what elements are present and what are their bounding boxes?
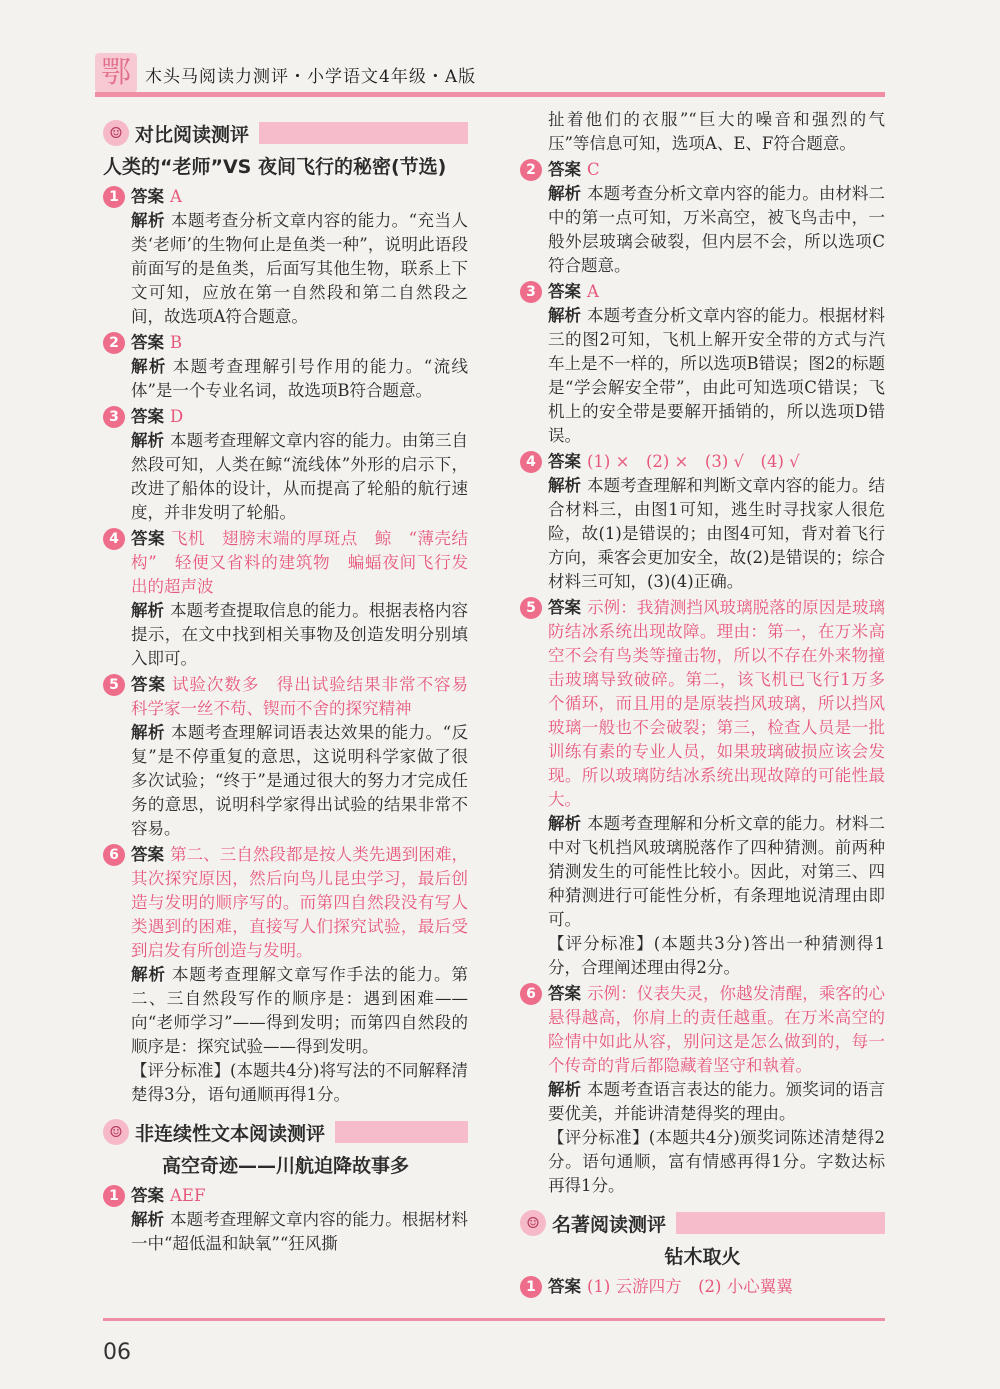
analysis-text: 本题考查理解文章内容的能力。根据材料一中“超低温和缺氧”“狂风撕 — [131, 1210, 469, 1253]
analysis-label: 解析 — [131, 1210, 165, 1229]
answer-text: B — [170, 333, 183, 352]
question-number: 2 — [520, 159, 542, 181]
question — [520, 158, 885, 278]
header-divider — [95, 92, 885, 97]
question — [103, 527, 468, 671]
answer-text: (1) × (2) × (3) √ (4) √ — [587, 452, 800, 471]
question — [520, 596, 885, 980]
analysis-label: 解析 — [548, 306, 582, 325]
standard-text: (本题共4分)将写法的不同解释清楚得3分，语句通顺再得1分。 — [131, 1061, 469, 1104]
answer-label: 答案 — [131, 1186, 164, 1205]
analysis-text: 本题考查理解词语表达效果的能力。“反复”是不停重复的意思，这说明科学家做了很多次试验；“终于”是通过很大的努力才完成任务的意思，说明科学家得出试验的结果非常不容易。 — [131, 723, 469, 838]
analysis-label: 解析 — [131, 357, 167, 376]
question — [520, 450, 885, 594]
reader-icon: ☺ — [520, 1210, 546, 1236]
question — [103, 843, 468, 1107]
section-header — [103, 118, 468, 148]
question — [520, 1275, 885, 1299]
question — [103, 331, 468, 403]
answer-text: 示例：我猜测挡风玻璃脱落的原因是玻璃防结冰系统出现故障。理由：第一，在万米高空不会有鸟类等撞击物，所以不存在外来物撞击玻璃导致破碎。第二，该飞机已飞行1万多个循环，而且用的是原装挡风玻璃，所以挡风玻璃一般也不会破裂；第三，检查人员是一批训练有素的专业人员，如果玻璃破损应该会发现。所以玻璃防结冰系统出现故障的可能性最大。 — [548, 598, 886, 809]
standard-text: (本题共4分)颁奖词陈述清楚得2分。语句通顺，富有情感再得1分。字数达标再得1分。 — [548, 1128, 885, 1195]
analysis-label: 解析 — [548, 1080, 582, 1099]
book-title: 木头马阅读力测评・小学语文4年级・A版 — [145, 67, 477, 87]
section-bar — [676, 1212, 885, 1234]
analysis-text: 本题考查分析文章内容的能力。由材料二中的第一点可知，万米高空，被飞鸟击中，一般外层玻璃会破裂，但内层不会，所以选项C符合题意。 — [548, 184, 886, 275]
standard-label: 【评分标准】 — [131, 1061, 231, 1080]
question — [103, 1184, 468, 1256]
answer-label: 答案 — [131, 407, 164, 426]
question-number: 5 — [520, 597, 542, 619]
article-title: 高空奇迹——川航迫降故事多 — [161, 1155, 409, 1177]
question — [103, 185, 468, 329]
answer-text: (1) 云游四方 (2) 小心翼翼 — [587, 1277, 793, 1296]
page-header — [0, 48, 1000, 100]
reader-icon: ☺ — [103, 1119, 129, 1145]
analysis-label: 解析 — [131, 723, 165, 742]
right-column — [520, 108, 885, 1299]
analysis-label: 解析 — [548, 814, 582, 833]
answer-label: 答案 — [131, 675, 166, 694]
answer-text: 飞机 翅膀末端的厚斑点 鲸 “薄壳结构” 轻便又省料的建筑物 蝙蝠夜间飞行发出的超声波 — [131, 529, 469, 596]
analysis-text: 本题考查理解文章写作手法的能力。第二、三自然段写作的顺序是：遇到困难——向“老师学习”——得到发明；而第四自然段的顺序是：探究试验——得到发明。 — [131, 965, 469, 1056]
answer-label: 答案 — [548, 1277, 581, 1296]
analysis-text: 本题考查提取信息的能力。根据表格内容提示，在文中找到相关事物及创造发明分别填入即可。 — [131, 601, 469, 668]
question — [520, 982, 885, 1198]
analysis-text: 本题考查语言表达的能力。颁奖词的语言要优美，并能讲清楚得奖的理由。 — [548, 1080, 886, 1123]
question-number: 6 — [103, 844, 125, 866]
analysis-text: 本题考查理解文章内容的能力。由第三自然段可知，人类在鲸“流线体”外形的启示下，改进了船体的设计，从而提高了轮船的航行速度，并非发明了轮船。 — [131, 431, 469, 522]
analysis-text: 本题考查理解和判断文章内容的能力。结合材料三，由图1可知，逃生时寻找家人很危险，故(1)是错误的；由图4可知，背对着飞行方向，乘客会更加安全，故(2)是错误的；综合材料三可知，(3)(4)正确。 — [548, 476, 886, 591]
answer-text: C — [587, 160, 600, 179]
analysis-label: 解析 — [131, 601, 165, 620]
analysis-label: 解析 — [131, 431, 165, 450]
analysis-label: 解析 — [548, 476, 582, 495]
question-number: 1 — [103, 1185, 125, 1207]
question-number: 2 — [103, 332, 125, 354]
analysis-label: 解析 — [548, 184, 582, 203]
section-bar — [335, 1121, 468, 1143]
page-number: 06 — [103, 1340, 131, 1365]
reader-icon: ☺ — [103, 120, 129, 146]
question — [103, 673, 485, 841]
section-title: 名著阅读测评 — [552, 1213, 667, 1236]
answer-text: A — [587, 282, 599, 301]
standard-text: (本题共3分)答出一种猜测得1分，合理阐述理由得2分。 — [548, 934, 886, 977]
answer-label: 答案 — [131, 187, 164, 206]
continued-text: 扯着他们的衣服”“巨大的噪音和强烈的气压”等信息可知，选项A、E、F符合题意。 — [548, 110, 885, 153]
section-header — [103, 1117, 468, 1147]
question-number: 6 — [520, 983, 542, 1005]
article-title: 人类的“老师”VS 夜间飞行的秘密(节选) — [103, 156, 447, 178]
question-number: 5 — [103, 674, 125, 696]
left-column — [103, 108, 485, 1256]
question-number: 3 — [520, 281, 542, 303]
answer-text: AEF — [170, 1186, 206, 1205]
answer-text: 示例：仪表失灵，你越发清醒，乘客的心悬得越高，你肩上的责任越重。在万米高空的险情中如此从容，别问这是怎么做到的，每一个传奇的背后都隐藏着坚守和執着。 — [548, 984, 886, 1075]
answer-label: 答案 — [131, 333, 164, 352]
section-title: 非连续性文本阅读测评 — [135, 1122, 326, 1145]
answer-text: A — [170, 187, 182, 206]
answer-label: 答案 — [131, 529, 165, 548]
question-number: 1 — [520, 1276, 542, 1298]
analysis-text: 本题考查分析文章内容的能力。根据材料三的图2可知，飞机上解开安全带的方式与汽车上是不一样的，所以选项B错误；图2的标题是“学会解安全带”，由此可知选项C错误；飞机上的安全带是要解开插销的，所以选项D错误。 — [548, 306, 886, 445]
answer-text: D — [170, 407, 184, 426]
question-number: 4 — [520, 451, 542, 473]
analysis-text: 本题考查分析文章内容的能力。“充当人类‘老师’的生物何止是鱼类一种”，说明此语段前面写的是鱼类，后面写其他生物，联系上下文可知，应放在第一自然段和第二自然段之间，故选项A符合题意。 — [131, 211, 469, 326]
section-bar — [259, 122, 468, 144]
section-title: 对比阅读测评 — [135, 123, 250, 146]
question — [103, 405, 468, 525]
analysis-label: 解析 — [131, 211, 165, 230]
question-number: 3 — [103, 406, 125, 428]
footer-divider — [103, 1318, 885, 1321]
analysis-text: 本题考查理解和分析文章的能力。材料二中对飞机挡风玻璃脱落作了四种猜测。前两种猜测发生的可能性比较小。因此，对第三、四种猜测进行可能性分析，有条理地说清理由即可。 — [548, 814, 886, 929]
article-title: 钻木取火 — [664, 1246, 741, 1268]
standard-label: 【评分标准】 — [548, 1128, 649, 1147]
question-number: 4 — [103, 528, 125, 550]
answer-label: 答案 — [548, 598, 582, 617]
analysis-text: 本题考查理解引号作用的能力。“流线体”是一个专业名词，故选项B符合题意。 — [131, 357, 469, 400]
answer-text: 第二、三自然段都是按人类先遇到困难，其次探究原因，然后向鸟儿昆虫学习，最后创造与发明的顺序写的。而第四自然段没有写人类遇到的困难，直接写人们探究试验，最后受到启发有所创造与发明。 — [131, 845, 469, 960]
question — [520, 280, 885, 448]
province-badge: 鄂 — [95, 53, 137, 93]
answer-label: 答案 — [548, 984, 582, 1003]
answer-label: 答案 — [548, 452, 581, 471]
question-number: 1 — [103, 186, 125, 208]
answer-label: 答案 — [131, 845, 165, 864]
section-header — [520, 1208, 885, 1238]
answer-text: 试验次数多 得出试验结果非常不容易 科学家一丝不苟、锲而不舍的探究精神 — [131, 675, 485, 718]
analysis-label: 解析 — [131, 965, 166, 984]
answer-label: 答案 — [548, 160, 581, 179]
standard-label: 【评分标准】 — [548, 934, 654, 953]
answer-label: 答案 — [548, 282, 581, 301]
